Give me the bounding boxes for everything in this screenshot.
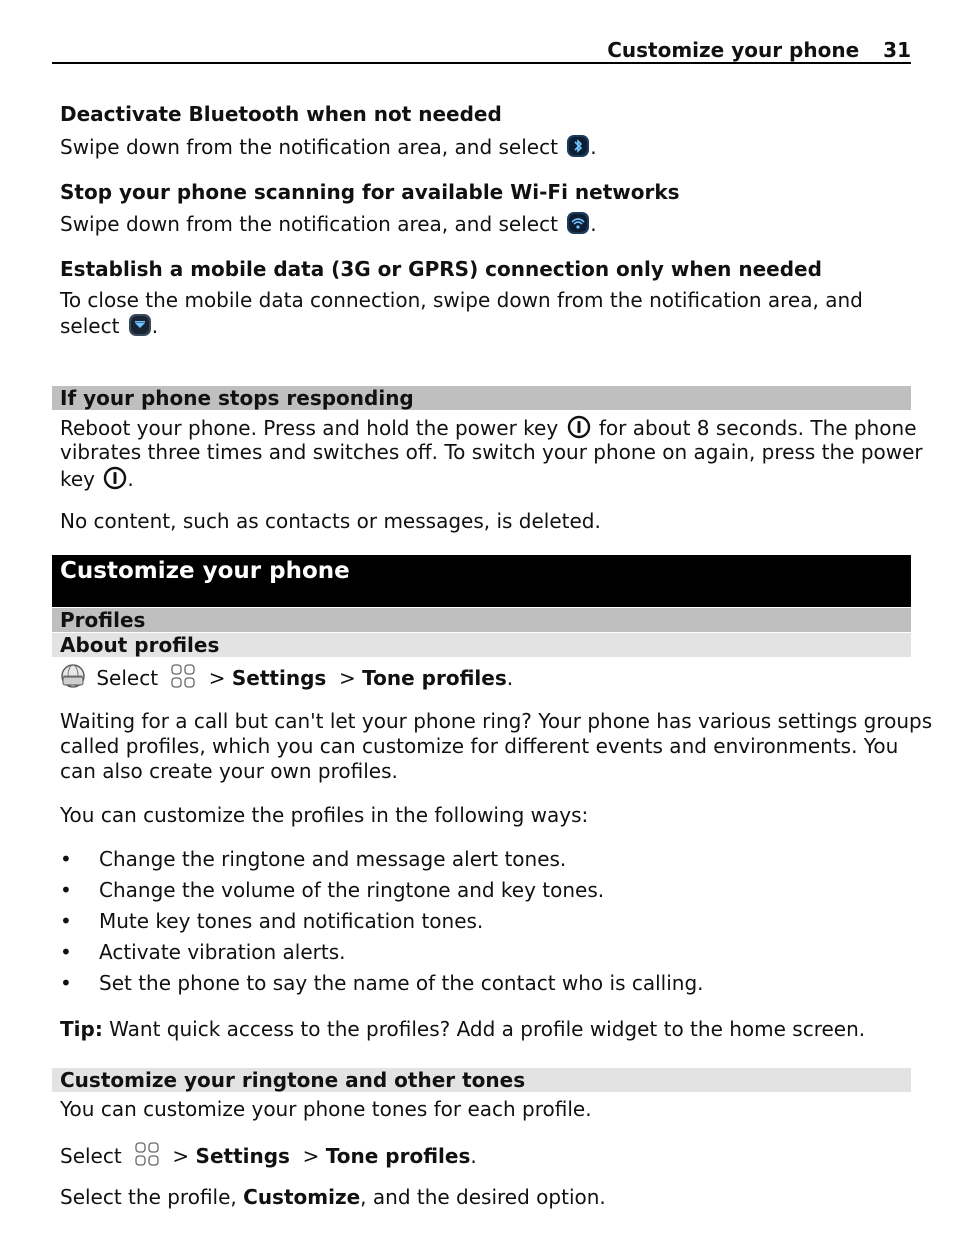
- profiles-tip: [60, 1017, 865, 1042]
- profiles-path: Select > Settings > Tone profiles.: [60, 663, 513, 691]
- mobile-data-select-word: select: [60, 314, 120, 338]
- ringtone-bar: [52, 1068, 911, 1092]
- ringtone-customize-option: Customize: [243, 1185, 361, 1209]
- stops-responding-heading: If your phone stops responding: [60, 386, 414, 410]
- ringtone-heading: Customize your ringtone and other tones: [60, 1068, 526, 1092]
- chapter-title-bar: [52, 555, 911, 607]
- reboot-line1: [60, 415, 917, 441]
- ringtone-select-word: Select: [60, 1144, 122, 1168]
- header-text: [607, 38, 911, 62]
- bluetooth-instruction: Swipe down from the notification area, and select .: [60, 135, 597, 159]
- power-key-icon: [103, 466, 127, 490]
- ringtone-final-c: , and the desired option.: [360, 1185, 606, 1209]
- profiles-heading: Profiles: [60, 608, 146, 632]
- profiles-select-word: Select: [96, 666, 159, 690]
- about-profiles-bar: [52, 633, 911, 657]
- reboot-line1b: for about 8 seconds. The phone: [598, 416, 917, 440]
- tip-label: Tip:: [60, 1017, 103, 1041]
- profiles-bar: [52, 608, 911, 632]
- reboot-key-word: key: [60, 467, 96, 491]
- list-item: • Set the phone to say the name of the contact who is calling.: [60, 971, 704, 995]
- stops-responding-bar: [52, 386, 911, 410]
- reboot-line1a: Reboot your phone. Press and hold the power key: [60, 416, 559, 440]
- bluetooth-heading: Deactivate Bluetooth when not needed: [60, 102, 502, 126]
- list-item: • Change the ringtone and message alert tones.: [60, 847, 567, 871]
- wifi-toggle-icon: [566, 211, 590, 235]
- profiles-ways-intro: You can customize the profiles in the following ways:: [60, 803, 589, 827]
- chapter-title: Customize your phone: [60, 558, 350, 584]
- profiles-para-line3: can also create your own profiles.: [60, 759, 398, 783]
- mobile-data-text-line1: To close the mobile data connection, swipe down from the notification area, and: [60, 288, 863, 312]
- menu-grid-icon: [134, 1141, 160, 1167]
- ringtone-tone-profiles-link: Tone profiles: [325, 1144, 471, 1168]
- page-number: 31: [883, 38, 911, 62]
- multi-device-globe-icon: [60, 663, 88, 689]
- ringtone-settings-link: Settings: [195, 1144, 290, 1168]
- about-profiles-heading: About profiles: [60, 633, 220, 657]
- ringtone-final-instruction: [60, 1185, 606, 1210]
- list-item: • Change the volume of the ringtone and key tones.: [60, 878, 605, 902]
- ringtone-path: Select > Settings > Tone profiles.: [60, 1141, 477, 1169]
- header-title: Customize your phone: [607, 38, 860, 62]
- profiles-ways-list: [60, 847, 900, 1002]
- mobile-data-heading: Establish a mobile data (3G or GPRS) connection only when needed: [60, 257, 822, 281]
- ringtone-final-a: Select the profile,: [60, 1185, 237, 1209]
- power-key-icon: [567, 415, 591, 439]
- profiles-para-line1: Waiting for a call but can't let your phone ring? Your phone has various settings groups: [60, 709, 933, 733]
- bluetooth-text: Swipe down from the notification area, and select: [60, 135, 558, 159]
- reboot-line2: vibrates three times and switches off. To switch your phone on again, press the power: [60, 440, 923, 464]
- profiles-tone-profiles-link: Tone profiles: [362, 666, 507, 690]
- ringtone-text: You can customize your phone tones for each profile.: [60, 1097, 592, 1121]
- mobile-data-text-line2: select .: [60, 314, 159, 338]
- mobile-data-toggle-icon: [128, 313, 152, 337]
- profiles-settings-link: Settings: [231, 666, 327, 690]
- wifi-heading: Stop your phone scanning for available Wi-Fi networks: [60, 180, 680, 204]
- list-item: • Mute key tones and notification tones.: [60, 909, 484, 933]
- wifi-instruction: Swipe down from the notification area, and select .: [60, 212, 597, 236]
- tip-text: Want quick access to the profiles? Add a profile widget to the home screen.: [109, 1017, 866, 1041]
- bluetooth-toggle-icon: [566, 134, 590, 158]
- wifi-text: Swipe down from the notification area, and select: [60, 212, 558, 236]
- list-item: • Activate vibration alerts.: [60, 940, 346, 964]
- page-header: [52, 36, 911, 64]
- menu-grid-icon: [170, 663, 196, 689]
- profiles-para-line2: called profiles, which you can customize for different events and environments. You: [60, 734, 899, 758]
- no-content-deleted-note: No content, such as contacts or messages, is deleted.: [60, 509, 601, 533]
- reboot-line3: key .: [60, 467, 134, 491]
